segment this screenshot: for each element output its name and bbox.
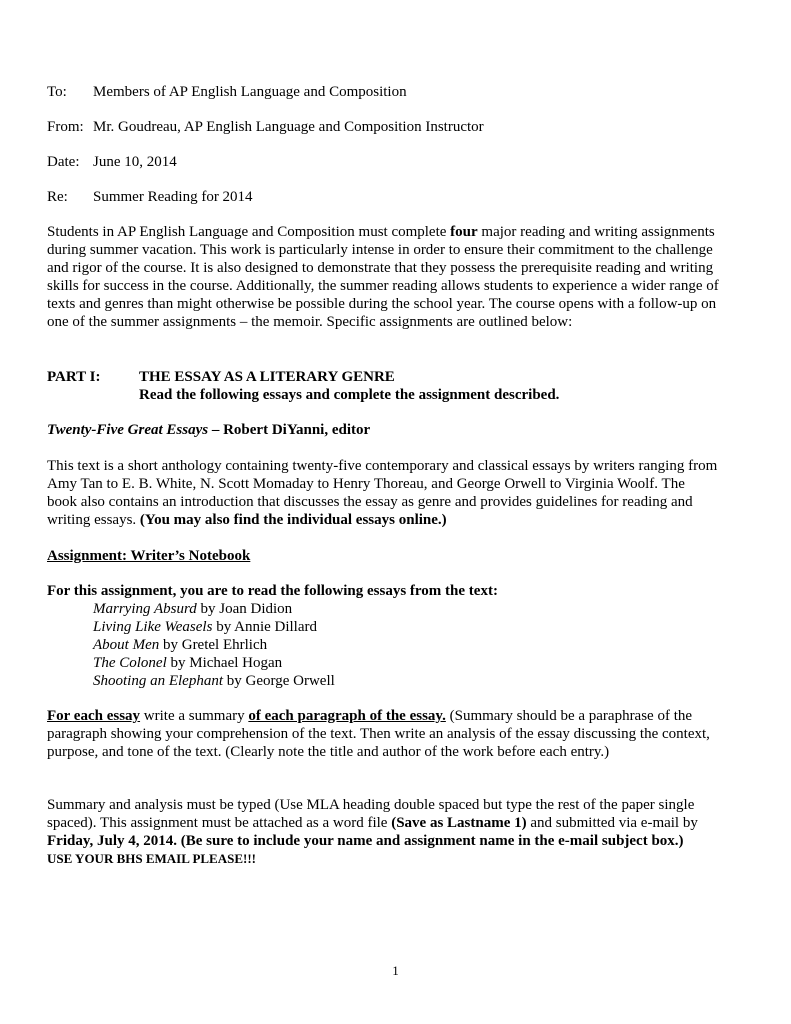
essay-author: by Michael Hogan xyxy=(166,655,283,671)
instructions-text: purpose, and tone of the text. (Clearly note the title and author of the work before each entry.) xyxy=(47,744,610,760)
page-number: 1 xyxy=(392,963,399,978)
memo-from-label: From: xyxy=(47,119,84,135)
memo-re-line xyxy=(47,188,253,206)
essay-title: Shooting an Elephant xyxy=(93,673,223,689)
memo-date-value: June 10, 2014 xyxy=(93,154,177,170)
memo-date-line xyxy=(47,153,177,171)
part-instruction: Read the following essays and complete the assignment described. xyxy=(139,387,560,403)
essay-title: Marrying Absurd xyxy=(93,601,197,617)
essay-author: by Annie Dillard xyxy=(212,619,318,635)
submission-filename: (Save as Lastname 1) xyxy=(391,815,527,831)
essay-author: by Joan Didion xyxy=(196,601,293,617)
intro-text: texts and genres than might otherwise be possible during the school year. The course opens with a follow-up on xyxy=(47,296,717,312)
submission-email-note: USE YOUR BHS EMAIL PLEASE!!! xyxy=(47,851,256,866)
instructions-text: paragraph showing your comprehension of the text. Then write an analysis of the essay discussing the context, xyxy=(47,726,710,742)
list-item xyxy=(93,672,335,690)
book-author: – Robert DiYanni, editor xyxy=(208,422,371,438)
book-title: Twenty-Five Great Essays xyxy=(47,422,209,438)
part-label: PART I: xyxy=(47,369,101,385)
description-text: book also contains an introduction that discusses the essay as genre and provides guidelines for reading and xyxy=(47,494,693,510)
essay-title: About Men xyxy=(93,637,160,653)
intro-text: skills for success in the course. Additionally, the summer reading allows students to experience a wider range of xyxy=(47,278,719,294)
list-item xyxy=(93,636,335,654)
description-note: (You may also find the individual essays online.) xyxy=(139,512,447,528)
description-text: This text is a short anthology containing twenty-five contemporary and classical essays by writers ranging from xyxy=(47,458,718,474)
memo-to-line xyxy=(47,83,407,101)
book-description xyxy=(47,457,747,529)
list-item xyxy=(93,618,335,636)
intro-text: and rigor of the course. It is also designed to demonstrate that they possess the prerequisite reading and writing xyxy=(47,260,714,276)
submission-deadline: Friday, July 4, 2014. (Be sure to include your name and assignment name in the e-mail subject box.) xyxy=(47,833,684,849)
essay-author: by Gretel Ehrlich xyxy=(159,637,268,653)
intro-text: major reading and writing assignments xyxy=(477,224,715,240)
submission-text: and submitted via e-mail by xyxy=(526,815,698,831)
intro-paragraph xyxy=(47,223,747,331)
assignment-heading: Assignment: Writer’s Notebook xyxy=(47,548,251,564)
essay-title: The Colonel xyxy=(93,655,167,671)
submission-text: spaced). This assignment must be attached as a word file xyxy=(47,815,392,831)
part-title: THE ESSAY AS A LITERARY GENRE xyxy=(139,369,395,385)
book-heading xyxy=(47,421,747,439)
list-item xyxy=(93,654,335,672)
essay-author: by George Orwell xyxy=(223,673,335,689)
submission-paragraph xyxy=(47,796,747,868)
instructions-emphasis: of each paragraph of the essay. xyxy=(248,708,446,724)
intro-emphasis: four xyxy=(450,224,478,240)
assignment-intro: For this assignment, you are to read the following essays from the text: xyxy=(47,583,498,599)
intro-text: one of the summer assignments – the memoir. Specific assignments are outlined below: xyxy=(47,314,573,330)
instructions-text: (Summary should be a paraphrase of the xyxy=(445,708,693,724)
description-text: Amy Tan to E. B. White, N. Scott Momaday to Henry Thoreau, and George Orwell to Virginia Woolf. The xyxy=(47,476,685,492)
intro-text: Students in AP English Language and Composition must complete xyxy=(47,224,451,240)
memo-re-label: Re: xyxy=(47,189,68,205)
submission-text: Summary and analysis must be typed (Use MLA heading double spaced but type the rest of the paper single xyxy=(47,797,695,813)
part-heading xyxy=(47,368,395,386)
memo-to-label: To: xyxy=(47,84,67,100)
essay-list xyxy=(93,600,335,690)
essay-title: Living Like Weasels xyxy=(93,619,213,635)
memo-to-value: Members of AP English Language and Composition xyxy=(93,84,407,100)
instructions-emphasis: For each essay xyxy=(47,708,141,724)
memo-from-line xyxy=(47,118,484,136)
instructions-text: write a summary xyxy=(140,708,249,724)
memo-from-value: Mr. Goudreau, AP English Language and Composition Instructor xyxy=(93,119,484,135)
memo-date-label: Date: xyxy=(47,154,80,170)
instructions-paragraph xyxy=(47,707,747,761)
intro-text: during summer vacation. This work is particularly intense in order to ensure their commitment to the challenge xyxy=(47,242,713,258)
memo-re-value: Summer Reading for 2014 xyxy=(93,189,253,205)
description-text: writing essays. xyxy=(47,512,140,528)
list-item xyxy=(93,600,335,618)
